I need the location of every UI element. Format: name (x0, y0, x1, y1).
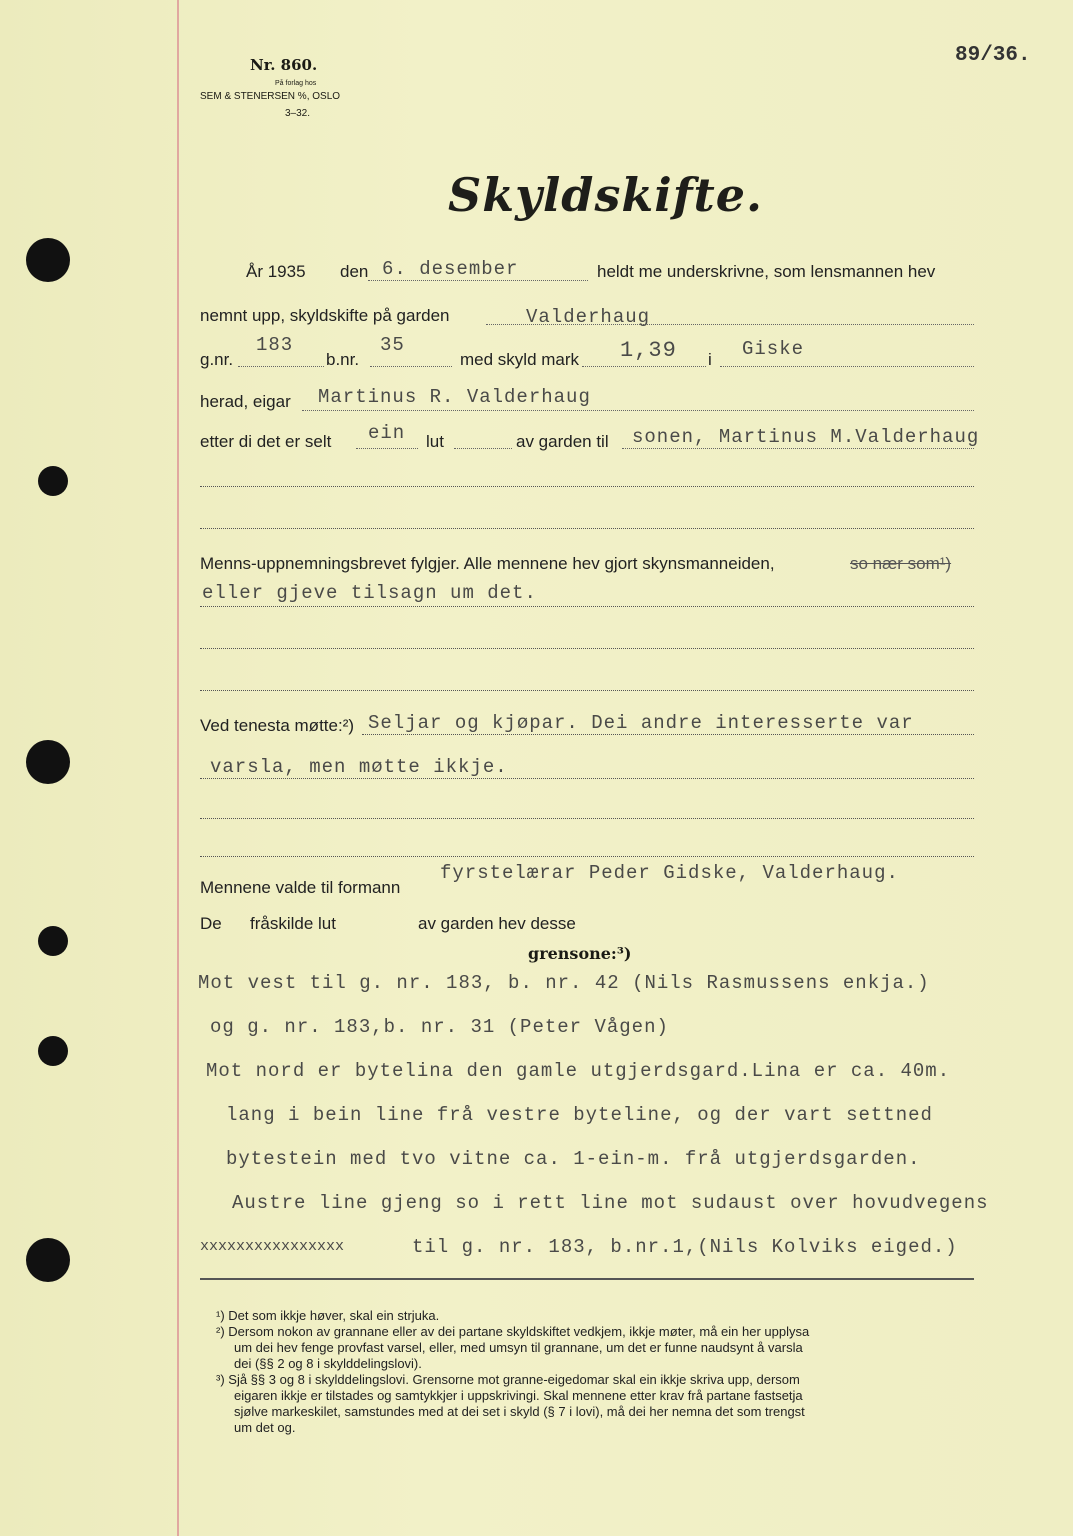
folio-number: 89/36. (955, 44, 1031, 67)
farm-value: Valderhaug (526, 306, 651, 328)
blank-line (200, 818, 974, 819)
year-label: År 1935 (246, 262, 306, 281)
footnote-2: ²) Dersom nokon av grannane eller av dei partane skyldskiftet vedkjem, ikkje møter, må ein her upplysa (216, 1324, 810, 1339)
blank-line (200, 606, 974, 607)
date-value: 6. desember (382, 258, 519, 280)
boundary-line: Mot vest til g. nr. 183, b. nr. 42 (Nils Rasmussens enkja.) (198, 972, 930, 994)
line1-rest: heldt me underskrivne, som lensmannen hev (597, 262, 936, 281)
oath-struck: so nær som¹) (850, 554, 952, 573)
punch-hole (26, 238, 70, 282)
attendance-line-2: varsla, men møtte ikkje. (210, 756, 508, 778)
de-label: De (200, 914, 222, 933)
herad-value: Giske (742, 338, 805, 360)
printer-line-1: På forlag hos (275, 80, 317, 87)
fraskilde-label: fråskilde lut (250, 914, 336, 933)
boundary-line: Mot nord er bytelina den gamle utgjerdsgard.Lina er ca. 40m. (206, 1060, 951, 1082)
blank-line (200, 856, 974, 857)
blank-line (200, 690, 974, 691)
printer-line-3: 3–32. (285, 108, 311, 119)
footnote-3: ³) Sjå §§ 3 og 8 i skylddelingslovi. Grensorne mot granne-eigedomar skal ein ikkje skriva upp, dersom (216, 1372, 800, 1387)
oath-typed: eller gjeve tilsagn um det. (202, 582, 537, 604)
footnote-3-cont: eigaren ikkje er tilstades og samtykkjer i uppskrivingi. Skal mennene etter krav frå partane fastsetja (234, 1388, 803, 1403)
fraskilde-rest: av garden hev desse (418, 914, 576, 933)
footnote-1: ¹) Det som ikkje høver, skal ein strjuka. (216, 1308, 440, 1323)
sold-label: etter di det er selt (200, 432, 332, 451)
den-label: den (340, 262, 369, 281)
bnr-label: b.nr. (326, 350, 360, 369)
punch-hole (38, 466, 68, 496)
skyld-value: 1,39 (620, 338, 677, 363)
punch-hole (26, 740, 70, 784)
margin-line (177, 0, 179, 1536)
skyld-label: med skyld mark (460, 350, 580, 369)
boundary-struck: xxxxxxxxxxxxxxxx (200, 1238, 345, 1255)
page-title: Skyldskifte. (448, 168, 764, 222)
bnr-value: 35 (380, 334, 405, 356)
gnr-label: g.nr. (200, 350, 234, 369)
boundary-line: bytestein med tvo vitne ca. 1-ein-m. frå utgjerdsgarden. (226, 1148, 921, 1170)
footnote-2-cont: dei (§§ 2 og 8 i skylddelingslovi). (234, 1356, 422, 1371)
footnote-3-cont: sjølve markeskilet, samstundes med at dei set i skyld (§ 7 i lovi), må dei her nemna det som trengst (234, 1404, 805, 1419)
chairman-value: fyrstelærar Peder Gidske, Valderhaug. (440, 862, 899, 884)
attendance-line-1: Seljar og kjøpar. Dei andre interesserte var (368, 712, 914, 734)
lut-label: lut (426, 432, 444, 451)
boundary-line: til g. nr. 183, b.nr.1,(Nils Kolviks eiged.) (412, 1236, 958, 1258)
attendance-label: Ved tenesta møtte:²) (200, 716, 355, 735)
i-label: i (708, 350, 712, 369)
boundary-line: Austre line gjeng so i rett line mot sudaust over hovudvegens (232, 1192, 989, 1214)
punch-hole (26, 1238, 70, 1282)
footnote-3-cont: um det og. (234, 1420, 296, 1435)
count-value: ein (368, 422, 406, 444)
form-number: Nr. 860. (250, 56, 318, 74)
blank-line (200, 648, 974, 649)
printer-line-2: SEM & STENERSEN %, OSLO (200, 91, 341, 102)
oath-text: Menns-uppnemningsbrevet fylgjer. Alle mennene hev gjort skynsmanneiden, (200, 554, 775, 573)
punch-hole (38, 926, 68, 956)
owner-label: herad, eigar (200, 392, 291, 411)
gnr-value: 183 (256, 334, 294, 356)
punch-hole (38, 1036, 68, 1066)
owner-value: Martinus R. Valderhaug (318, 386, 591, 408)
grensone-label: grensone:³) (528, 944, 632, 963)
footnote-2-cont: um dei hev fenge provfast varsel, eller, med umsyn til grannane, um det er funne naudsynt å varsla (234, 1340, 803, 1355)
boundary-line: lang i bein line frå vestre byteline, og der vart settned (226, 1104, 933, 1126)
boundary-line: og g. nr. 183,b. nr. 31 (Peter Vågen) (210, 1016, 669, 1038)
blank-line (200, 528, 974, 529)
blank-line (200, 486, 974, 487)
buyer-label: av garden til (516, 432, 609, 451)
farm-label: nemnt upp, skyldskifte på garden (200, 306, 450, 325)
closing-line (200, 1278, 974, 1280)
chairman-label: Mennene valde til formann (200, 878, 401, 897)
buyer-value: sonen, Martinus M.Valderhaug (632, 426, 980, 448)
